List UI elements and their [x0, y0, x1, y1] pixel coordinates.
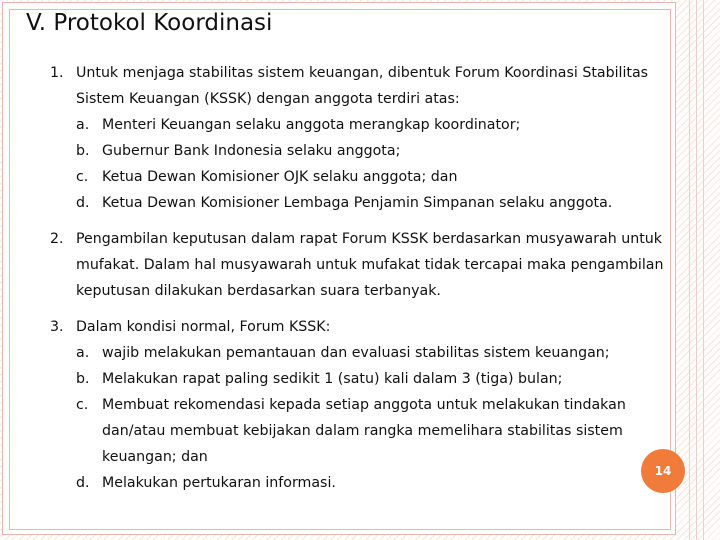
sub-item-1d — [76, 190, 665, 216]
sub-item-1b — [76, 138, 665, 164]
sub-item-text: Melakukan rapat paling sedikit 1 (satu) kali dalam 3 (tiga) bulan; — [102, 371, 563, 387]
item-text: Dalam kondisi normal, Forum KSSK: — [76, 319, 331, 335]
list-item-2 — [40, 226, 665, 304]
sub-item-1a — [76, 112, 665, 138]
sub-item-text: wajib melakukan pemantauan dan evaluasi stabilitas sistem keuangan; — [102, 345, 610, 361]
item-number: 3. — [50, 319, 64, 335]
sub-item-letter: d. — [76, 475, 90, 491]
sub-item-3a — [76, 340, 665, 366]
page-number-badge: 14 — [641, 449, 685, 493]
sub-item-3d — [76, 470, 665, 496]
sub-item-letter: d. — [76, 195, 90, 211]
sub-item-letter: a. — [76, 345, 90, 361]
sub-item-text: Ketua Dewan Komisioner OJK selaku anggota; dan — [102, 169, 458, 185]
sub-item-3c — [76, 392, 665, 470]
sub-item-text: Menteri Keuangan selaku anggota merangkap koordinator; — [102, 117, 521, 133]
decorative-line — [696, 0, 697, 540]
item-text: Untuk menjaga stabilitas sistem keuangan, dibentuk Forum Koordinasi Stabilitas Sistem Keuangan (KSSK) dengan anggota terdiri atas: — [76, 65, 649, 107]
slide-title: V. Protokol Koordinasi — [26, 10, 273, 36]
item-text: Pengambilan keputusan dalam rapat Forum KSSK berdasarkan musyawarah untuk mufakat. Dalam hal musyawarah untuk mufakat tidak tercapai maka pengambilan keputusan dilakukan berdasarkan suara terbanyak. — [76, 231, 664, 299]
sub-item-text: Gubernur Bank Indonesia selaku anggota; — [102, 143, 401, 159]
item-number: 1. — [50, 65, 64, 81]
sub-item-letter: b. — [76, 371, 90, 387]
list-item-1 — [40, 60, 665, 216]
sub-item-letter: a. — [76, 117, 90, 133]
decorative-line — [689, 0, 690, 540]
sub-item-1c — [76, 164, 665, 190]
sub-item-text: Melakukan pertukaran informasi. — [102, 475, 336, 491]
sub-item-3b — [76, 366, 665, 392]
sub-item-letter: b. — [76, 143, 90, 159]
sub-item-text: Ketua Dewan Komisioner Lembaga Penjamin Simpanan selaku anggota. — [102, 195, 613, 211]
decorative-line — [703, 0, 704, 540]
list-item-3 — [40, 314, 665, 496]
item-number: 2. — [50, 231, 64, 247]
sub-item-text: Membuat rekomendasi kepada setiap anggota untuk melakukan tindakan dan/atau membuat kebijakan dalam rangka memelihara stabilitas sistem keuangan; dan — [102, 397, 626, 465]
slide-content — [40, 60, 665, 496]
sub-item-letter: c. — [76, 397, 89, 413]
sub-item-letter: c. — [76, 169, 89, 185]
